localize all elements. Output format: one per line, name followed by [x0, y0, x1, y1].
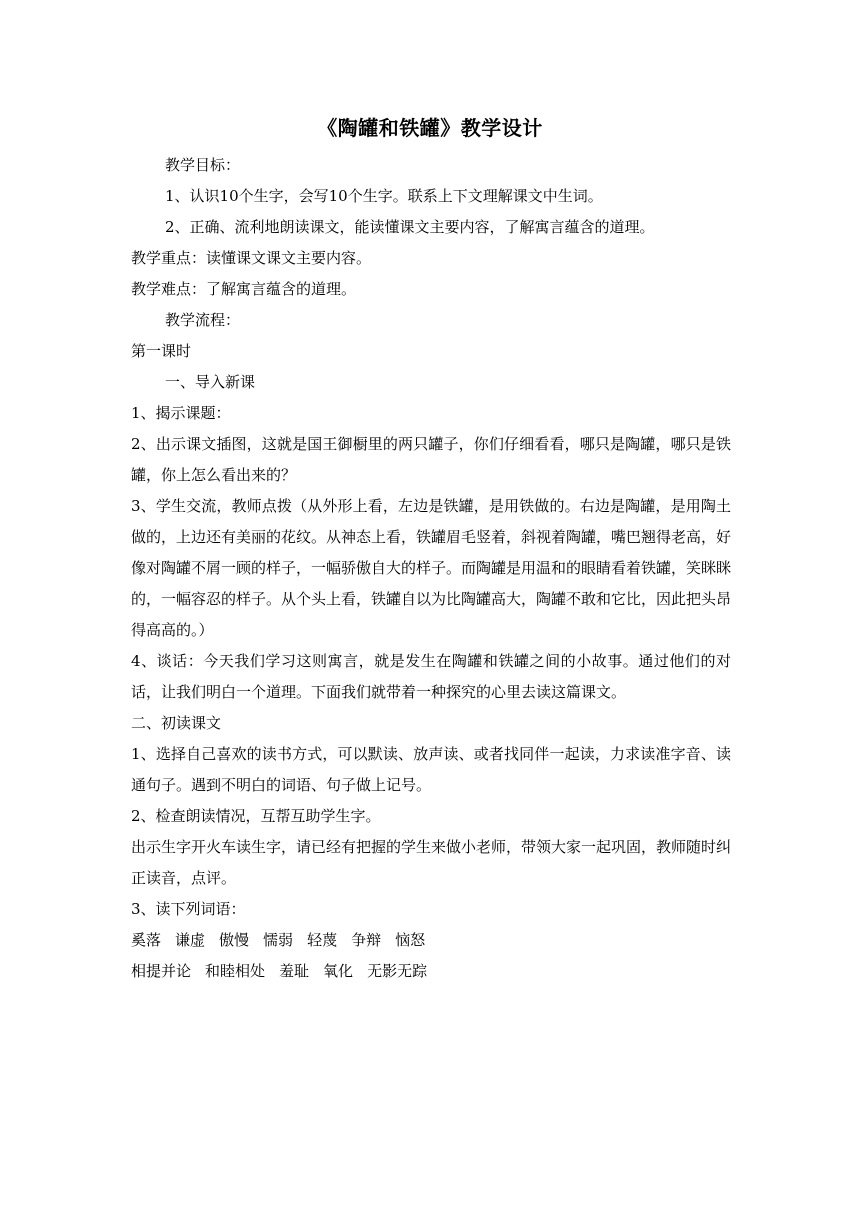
vocabulary-word: 轻蔑	[307, 931, 338, 949]
paragraph: 1、选择自己喜欢的读书方式，可以默读、放声读、或者找同伴一起读，力求读准字音、读通句子。遇到不明白的词语、句子做上记号。	[131, 745, 731, 794]
paragraph: 2、正确、流利地朗读课文，能读懂课文主要内容，了解寓言蕴含的道理。	[165, 218, 655, 236]
vocabulary-word: 和睦相处	[205, 962, 266, 980]
vocabulary-word: 争辩	[351, 931, 382, 949]
vocabulary-word: 奚落	[131, 931, 162, 949]
vocabulary-word: 懦弱	[263, 931, 294, 949]
paragraph: 4、谈话：今天我们学习这则寓言，就是发生在陶罐和铁罐之间的小故事。通过他们的对话，让我们明白一个道理。下面我们就带着一种探究的心里去读这篇课文。	[131, 652, 731, 701]
vocabulary-row	[131, 956, 731, 987]
document-title: 《陶罐和铁罐》教学设计	[317, 116, 543, 140]
paragraph: 教学流程：	[165, 311, 241, 329]
paragraph: 教学难点：了解寓言蕴含的道理。	[131, 280, 357, 298]
paragraph: 2、检查朗读情况，互帮互助学生字。	[131, 807, 381, 825]
paragraph: 3、读下列词语：	[131, 900, 246, 918]
vocabulary-word: 无影无踪	[367, 962, 428, 980]
paragraph: 1、揭示课题：	[131, 404, 231, 422]
paragraph: 一、导入新课	[165, 373, 256, 391]
paragraph: 3、学生交流，教师点拨（从外形上看，左边是铁罐，是用铁做的。右边是陶罐，是用陶土做的，上边还有美丽的花纹。从神态上看，铁罐眉毛竖着，斜视着陶罐，嘴巴翘得老高，好像对陶罐不屑一顾的样子，一幅骄傲自大的样子。而陶罐是用温和的眼睛看着铁罐，笑眯眯的，一幅容忍的样子。从个头上看，铁罐自以为比陶罐高大，陶罐不敢和它比，因此把头昂得高高的。）	[131, 497, 732, 639]
vocabulary-word: 羞耻	[279, 962, 310, 980]
document-body	[131, 150, 731, 987]
paragraph: 2、出示课文插图，这就是国王御橱里的两只罐子，你们仔细看看，哪只是陶罐，哪只是铁罐，你上怎么看出来的？	[131, 435, 731, 484]
vocabulary-word: 恼怒	[395, 931, 426, 949]
vocabulary-word: 相提并论	[131, 962, 192, 980]
paragraph: 出示生字开火车读生字，请已经有把握的学生来做小老师，带领大家一起巩固，教师随时纠正读音，点评。	[131, 838, 732, 887]
vocabulary-row	[131, 925, 731, 956]
vocabulary-word: 氧化	[323, 962, 354, 980]
paragraph: 第一课时	[131, 342, 192, 360]
paragraph: 教学重点：读懂课文课文主要内容。	[131, 249, 372, 267]
paragraph: 1、认识10个生字，会写10个生字。联系上下文理解课文中生词。	[165, 187, 603, 205]
vocabulary-word: 傲慢	[219, 931, 250, 949]
vocabulary-word: 谦虚	[175, 931, 206, 949]
paragraph: 二、初读课文	[131, 714, 222, 732]
paragraph: 教学目标：	[165, 156, 241, 174]
